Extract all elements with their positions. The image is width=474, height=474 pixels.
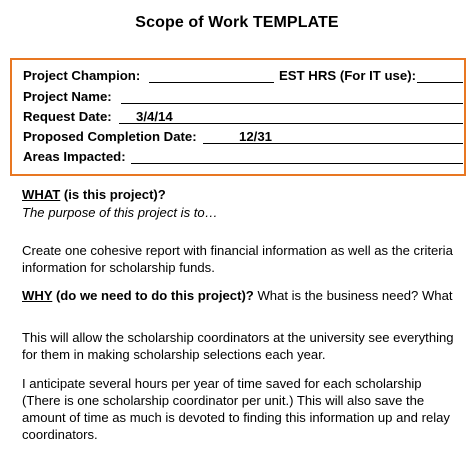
paragraph-3-line-4: coordinators. [22, 427, 98, 442]
project-champion-row [23, 68, 463, 88]
completion-date-value: 12/31 [239, 129, 273, 144]
project-name-row [23, 89, 463, 109]
request-date-label: Request Date: [23, 109, 112, 124]
est-hrs-label: EST HRS (For IT use): [279, 68, 417, 83]
project-name-label: Project Name: [23, 89, 112, 104]
completion-date-label: Proposed Completion Date: [23, 129, 197, 144]
project-info-form [10, 58, 466, 176]
what-heading: WHAT (is this project)? [22, 187, 166, 202]
project-name-field[interactable] [121, 103, 463, 104]
areas-impacted-field[interactable] [131, 163, 463, 164]
completion-date-row [23, 129, 463, 149]
paragraph-3-line-3: amount of time as much is devoted to finding this information up and relay [22, 410, 450, 425]
project-champion-field[interactable] [149, 82, 274, 83]
paragraph-3-line-2: (There is one scholarship coordinator per unit.) This will also save the [22, 393, 425, 408]
est-hrs-field[interactable] [417, 82, 463, 83]
paragraph-1-line-2: information for scholarship funds. [22, 260, 215, 275]
why-heading: WHY (do we need to do this project)? What is the business need? What [22, 288, 453, 303]
paragraph-3-line-1: I anticipate several hours per year of time saved for each scholarship [22, 376, 422, 391]
areas-impacted-label: Areas Impacted: [23, 149, 126, 164]
what-subheading: The purpose of this project is to… [22, 205, 218, 220]
document-title: Scope of Work TEMPLATE [135, 14, 339, 31]
paragraph-1-line-1: Create one cohesive report with financial information as well as the criteria [22, 243, 453, 258]
request-date-row [23, 109, 463, 129]
areas-impacted-row [23, 149, 463, 169]
paragraph-2-line-2: for them in making scholarship selections each year. [22, 347, 326, 362]
paragraph-2-line-1: This will allow the scholarship coordinators at the university see everything [22, 330, 454, 345]
project-champion-label: Project Champion: [23, 68, 141, 83]
request-date-value: 3/4/14 [136, 109, 173, 124]
